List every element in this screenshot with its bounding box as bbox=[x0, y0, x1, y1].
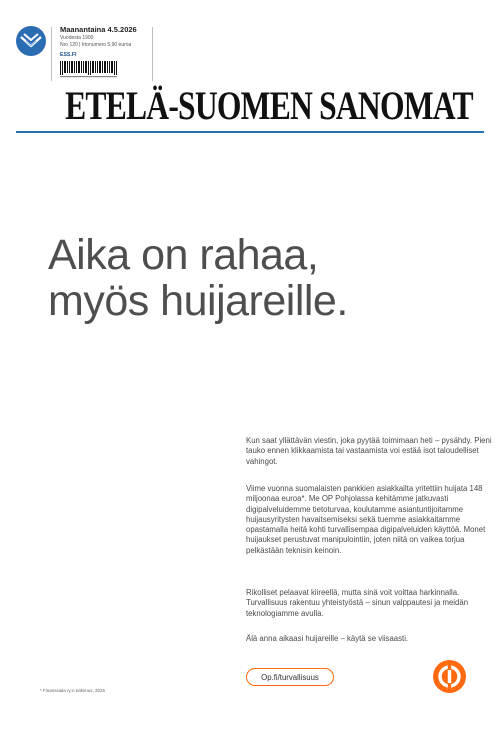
ad-headline-line-2: myös huijareille. bbox=[48, 277, 348, 325]
issue-number-price: Nro 120 | Irtonumero 5,90 euroa bbox=[60, 42, 132, 48]
ad-paragraph-2: Viime vuonna suomalaisten pankkien asiakkailta yritettiin huijata 148 miljoonaa euroa*. Me OP Pohjolassa kehitämme jatkuvasti digipalveluidemme tietoturvaa, koulutamme asiantuntijoitamme huijausyritysten havaitsemiseksi sekä tuemme asiakkaitamme opastamalla heitä kohti turvallisempaa digipalveluiden käyttöä. Monet huijaukset perustuvat manipulointiin, joten niitä on vaikea torjua pelkästään teknisin keinoin. bbox=[246, 484, 486, 555]
ad-paragraph-4: Älä anna aikaasi huijareille – käytä se viisaasti. bbox=[246, 634, 409, 643]
ad-headline-line-1: Aika on rahaa, bbox=[48, 231, 319, 279]
op-logo-icon bbox=[433, 660, 466, 693]
founded-year: Vuodesta 1900 bbox=[60, 35, 94, 41]
footnote: * Finanssiala ry:n tutkimus, 2025 bbox=[40, 688, 106, 693]
website-link[interactable]: ESS.FI bbox=[60, 52, 77, 58]
masthead-rule bbox=[16, 131, 484, 133]
masthead-divider-right bbox=[152, 27, 153, 81]
ad-paragraph-3: Rikolliset pelaavat kiireellä, mutta sinä voit voittaa harkinnalla. Turvallisuus rakentuu yhteistyöstä – sinun valppautesi ja meidän teknologiamme avulla. bbox=[246, 588, 469, 618]
barcode-icon bbox=[60, 61, 118, 79]
masthead-divider-left bbox=[51, 27, 52, 81]
ad-headline bbox=[48, 232, 348, 324]
newspaper-title: ETELÄ-SUOMEN SANOMAT bbox=[65, 83, 473, 128]
issue-date: Maanantaina 4.5.2026 bbox=[60, 25, 137, 34]
ess-logo-icon bbox=[16, 26, 46, 56]
cta-link-button[interactable]: Op.fi/turvallisuus bbox=[246, 668, 334, 686]
ad-paragraph-1: Kun saat yllättävän viestin, joka pyytää toimimaan heti – pysähdy. Pieni tauko ennen klikkaamista tai vastaamista voi estää isot taloudelliset vahingot. bbox=[246, 436, 492, 466]
